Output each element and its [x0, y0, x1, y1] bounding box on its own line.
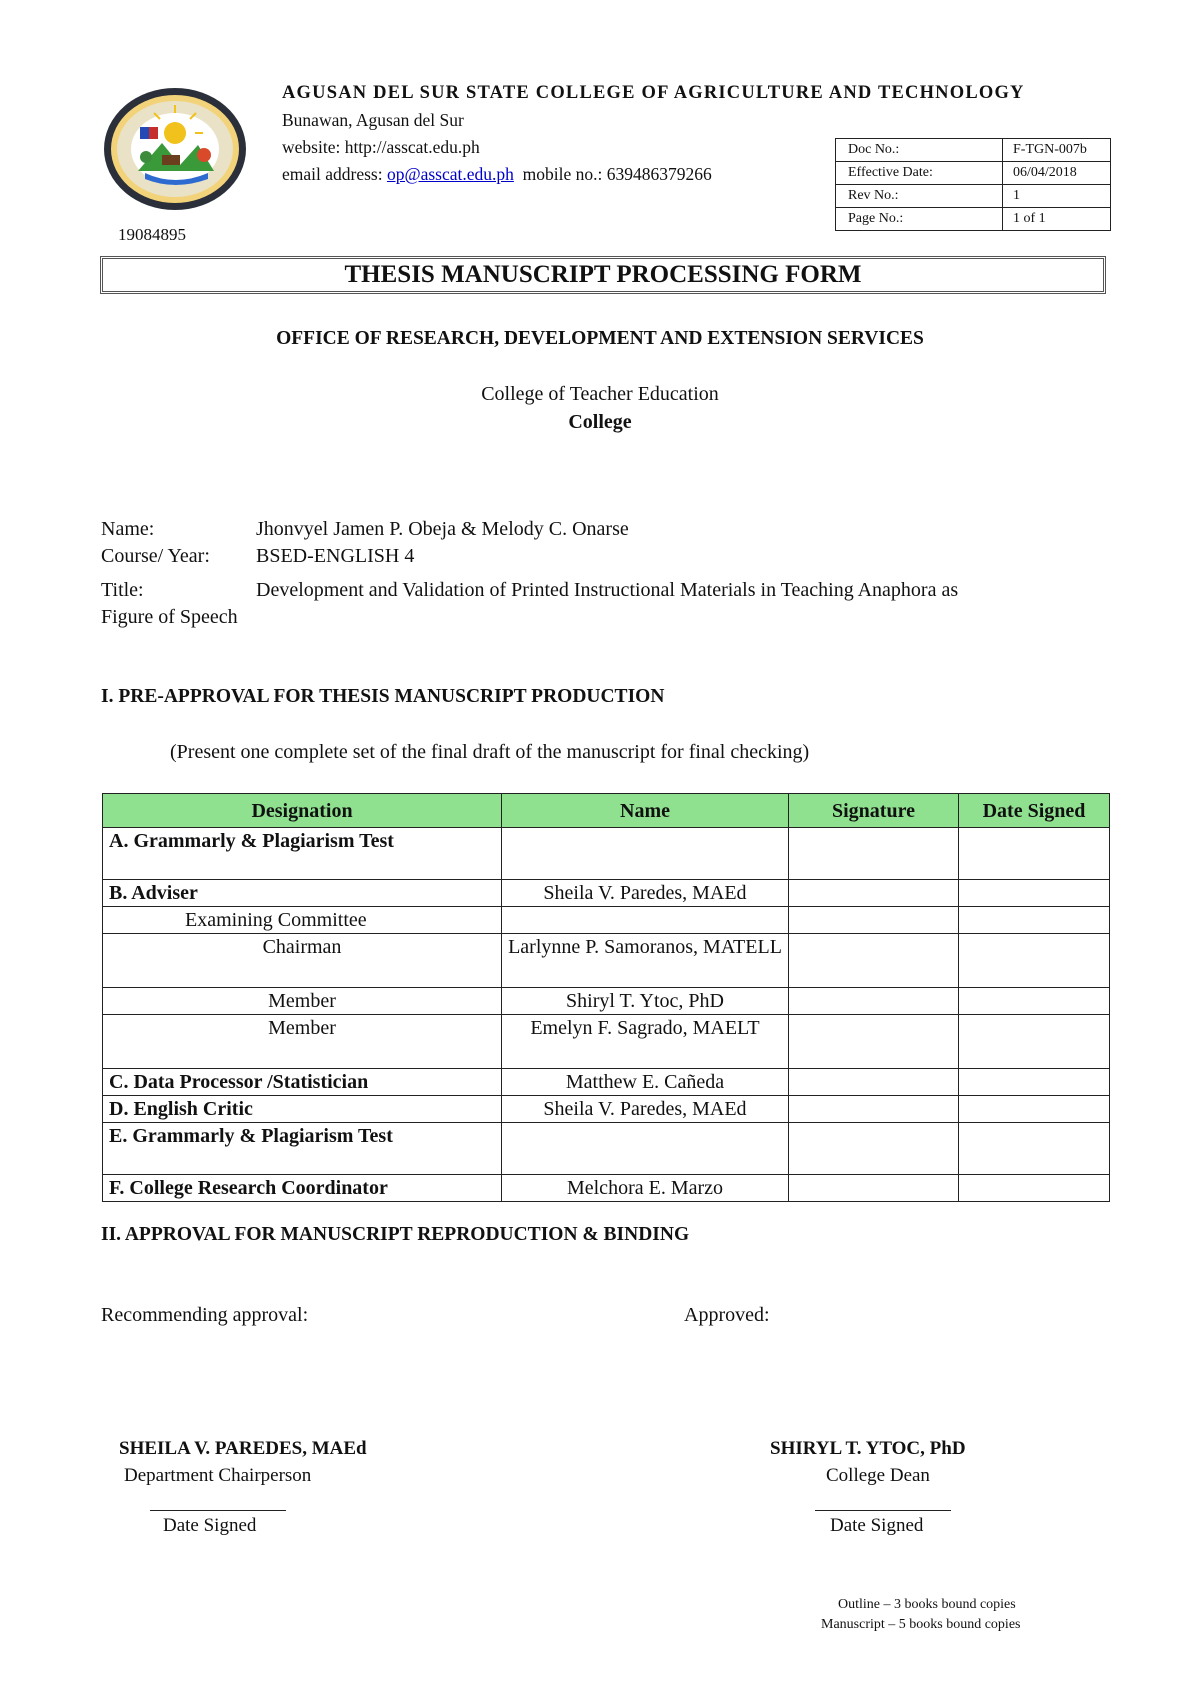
doc-control-value: F-TGN-007b [1003, 139, 1111, 162]
date-signed-cell[interactable] [959, 988, 1110, 1015]
name-cell: Shiryl T. Ytoc, PhD [502, 988, 789, 1015]
doc-control-value: 06/04/2018 [1003, 162, 1111, 185]
header-date-signed: Date Signed [959, 794, 1110, 828]
doc-control-row [836, 139, 1111, 162]
section-1-heading: I. PRE-APPROVAL FOR THESIS MANUSCRIPT PRODUCTION [101, 686, 665, 707]
date-signed-cell[interactable] [959, 880, 1110, 907]
designation-cell: Member [103, 988, 502, 1015]
name-cell: Melchora E. Marzo [502, 1175, 789, 1202]
institution-address: Bunawan, Agusan del Sur [282, 110, 464, 130]
course-value: BSED-ENGLISH 4 [256, 545, 415, 567]
name-cell [502, 828, 789, 880]
name-cell: Sheila V. Paredes, MAEd [502, 880, 789, 907]
institution-website: website: http://asscat.edu.ph [282, 137, 480, 157]
table-row [103, 880, 1110, 907]
date-signed-cell[interactable] [959, 1096, 1110, 1123]
email-label: email address: [282, 164, 387, 184]
signature-cell[interactable] [789, 1175, 959, 1202]
designation-cell: Member [103, 1015, 502, 1069]
signature-cell[interactable] [789, 1069, 959, 1096]
designation-cell: A. Grammarly & Plagiarism Test [103, 828, 502, 880]
office-heading: OFFICE OF RESEARCH, DEVELOPMENT AND EXTENSION SERVICES [276, 328, 924, 349]
footer-outline-note: Outline – 3 books bound copies [838, 1597, 1016, 1612]
doc-control-value: 1 [1003, 185, 1111, 208]
footer-manuscript-note: Manuscript – 5 books bound copies [821, 1617, 1021, 1632]
header-designation: Designation [103, 794, 502, 828]
designation-cell: Chairman [103, 934, 502, 988]
designation-cell: F. College Research Coordinator [103, 1175, 502, 1202]
date-signed-cell[interactable] [959, 1175, 1110, 1202]
date-signed-cell[interactable] [959, 907, 1110, 934]
mobile-number: mobile no.: 639486379266 [522, 164, 712, 184]
table-row [103, 1096, 1110, 1123]
date-signed-cell[interactable] [959, 1123, 1110, 1175]
signature-cell[interactable] [789, 880, 959, 907]
designation-cell: Examining Committee [103, 907, 502, 934]
signature-cell[interactable] [789, 907, 959, 934]
table-row [103, 907, 1110, 934]
signature-cell[interactable] [789, 828, 959, 880]
date-signed-cell[interactable] [959, 934, 1110, 988]
doc-control-row [836, 185, 1111, 208]
section-1-note: (Present one complete set of the final draft of the manuscript for final checking) [170, 741, 810, 763]
designation-cell: D. English Critic [103, 1096, 502, 1123]
header-signature: Signature [789, 794, 959, 828]
chairperson-date-line[interactable] [150, 1510, 286, 1511]
table-row [103, 988, 1110, 1015]
name-cell [502, 907, 789, 934]
designation-cell: E. Grammarly & Plagiarism Test [103, 1123, 502, 1175]
form-title: THESIS MANUSCRIPT PROCESSING FORM [100, 256, 1106, 294]
designation-cell: B. Adviser [103, 880, 502, 907]
name-cell: Larlynne P. Samoranos, MATELL [502, 934, 789, 988]
chairperson-date-label: Date Signed [163, 1515, 257, 1536]
date-signed-cell[interactable] [959, 1069, 1110, 1096]
email-link[interactable]: op@asscat.edu.ph [386, 164, 514, 184]
table-row [103, 828, 1110, 880]
dean-role: College Dean [826, 1465, 930, 1486]
title-value-line1: Development and Validation of Printed Instructional Materials in Teaching Anaphora as [256, 579, 959, 601]
signature-cell[interactable] [789, 1015, 959, 1069]
signature-cell[interactable] [789, 1096, 959, 1123]
name-cell: Sheila V. Paredes, MAEd [502, 1096, 789, 1123]
college-label: College [568, 411, 632, 433]
table-row [103, 1069, 1110, 1096]
doc-control-label: Rev No.: [836, 185, 1003, 208]
table-header-row [103, 794, 1110, 828]
doc-control-value: 1 of 1 [1003, 208, 1111, 231]
date-signed-cell[interactable] [959, 1015, 1110, 1069]
date-signed-cell[interactable] [959, 828, 1110, 880]
doc-control-label: Page No.: [836, 208, 1003, 231]
college-name: College of Teacher Education [481, 383, 719, 405]
header-name: Name [502, 794, 789, 828]
dean-date-label: Date Signed [830, 1515, 924, 1536]
signature-cell[interactable] [789, 1123, 959, 1175]
name-label: Name: [101, 518, 155, 540]
doc-control-row [836, 162, 1111, 185]
table-row [103, 1175, 1110, 1202]
table-row [103, 1123, 1110, 1175]
signature-cell[interactable] [789, 934, 959, 988]
title-value-line2: Figure of Speech [101, 606, 238, 628]
name-value: Jhonvyel Jamen P. Obeja & Melody C. Onarse [256, 518, 629, 540]
approved-label: Approved: [684, 1304, 770, 1326]
document-control-table [835, 138, 1111, 231]
chairperson-role: Department Chairperson [124, 1465, 312, 1486]
institution-name: AGUSAN DEL SUR STATE COLLEGE OF AGRICULTURE AND TECHNOLOGY [282, 83, 1025, 103]
course-label: Course/ Year: [101, 545, 210, 567]
signature-cell[interactable] [789, 988, 959, 1015]
doc-control-row [836, 208, 1111, 231]
doc-control-label: Doc No.: [836, 139, 1003, 162]
dean-name: SHIRYL T. YTOC, PhD [770, 1438, 966, 1459]
approval-table [102, 793, 1110, 1202]
college-seal-logo [100, 85, 250, 213]
title-label: Title: [101, 579, 144, 601]
name-cell: Matthew E. Cañeda [502, 1069, 789, 1096]
document-number: 19084895 [118, 225, 186, 244]
doc-control-label: Effective Date: [836, 162, 1003, 185]
contact-line [282, 164, 712, 185]
name-cell: Emelyn F. Sagrado, MAELT [502, 1015, 789, 1069]
recommending-approval-label: Recommending approval: [101, 1304, 309, 1326]
dean-date-line[interactable] [815, 1510, 951, 1511]
section-2-heading: II. APPROVAL FOR MANUSCRIPT REPRODUCTION & BINDING [101, 1224, 690, 1245]
designation-cell: C. Data Processor /Statistician [103, 1069, 502, 1096]
table-row [103, 1015, 1110, 1069]
name-cell [502, 1123, 789, 1175]
chairperson-name: SHEILA V. PAREDES, MAEd [119, 1438, 367, 1459]
table-row [103, 934, 1110, 988]
